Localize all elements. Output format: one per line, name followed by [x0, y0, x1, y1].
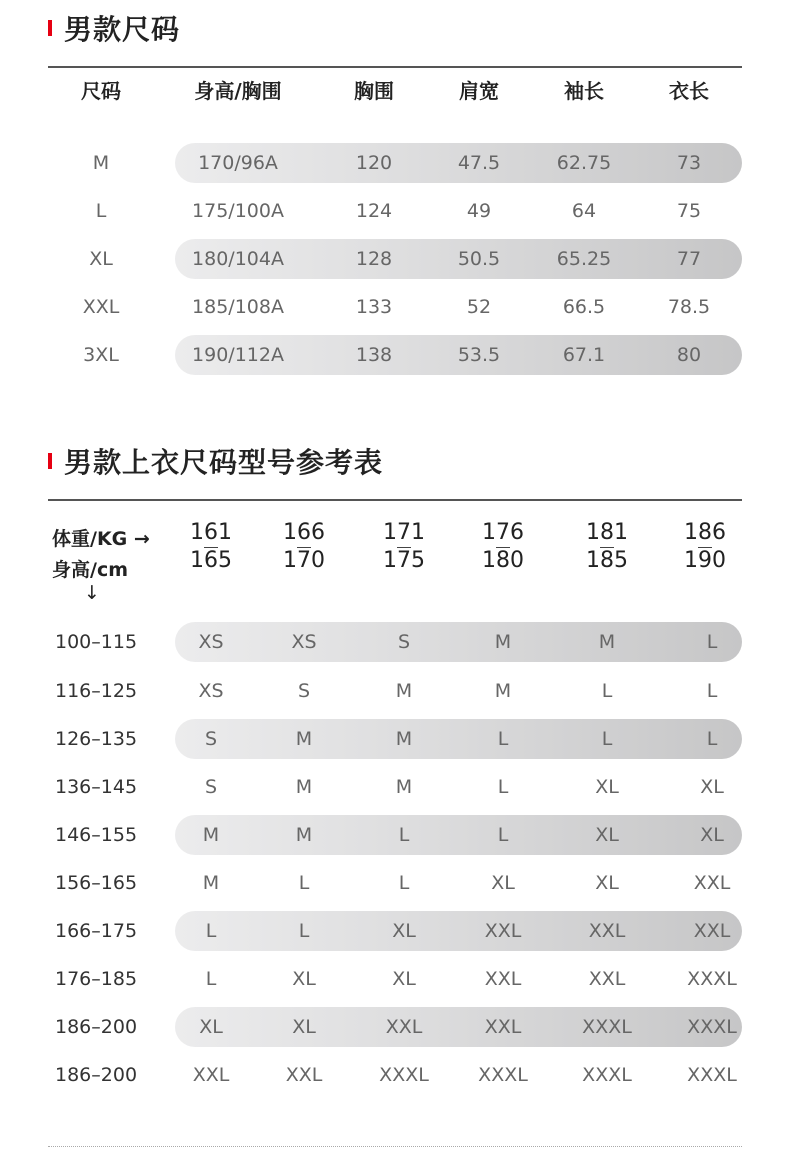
size-value-cell: XL [700, 776, 724, 798]
size-value-cell: L [706, 631, 718, 653]
size-value-cell: XL [700, 824, 724, 846]
size-value-cell: L [205, 920, 217, 942]
size-cell: XXL [82, 296, 120, 318]
range-bottom: 175 [383, 548, 425, 573]
title-accent-mark [48, 20, 52, 36]
table-cell: 50.5 [457, 248, 501, 270]
size-value-cell: XXL [588, 968, 626, 990]
size-value-cell: XXL [693, 872, 731, 894]
size-value-cell: XXL [484, 920, 522, 942]
size-value-cell: XXL [385, 1016, 423, 1038]
weight-range-label: 100–115 [55, 631, 138, 653]
size-value-cell: M [494, 680, 512, 702]
height-axis-label: 身高/cm [52, 559, 129, 581]
size-value-cell: M [395, 776, 413, 798]
range-bottom: 185 [586, 548, 628, 573]
title-accent-mark [48, 453, 52, 469]
weight-range-label: 186–200 [55, 1016, 138, 1038]
section1-divider [48, 66, 742, 68]
header-height-chest: 身高/胸围 [194, 79, 282, 103]
size-value-cell: S [204, 728, 218, 750]
range-header [364, 519, 444, 575]
table-cell: 138 [355, 344, 393, 366]
size-value-cell: XL [392, 968, 416, 990]
size-value-cell: M [395, 728, 413, 750]
weight-axis-label: 体重/KG → [52, 528, 150, 550]
table-cell: 120 [355, 152, 393, 174]
table-cell: 64 [571, 200, 597, 222]
header-length: 衣长 [669, 79, 709, 103]
range-top: 171 [364, 519, 444, 547]
size-value-cell: S [204, 776, 218, 798]
table-cell: 62.75 [556, 152, 612, 174]
size-value-cell: S [397, 631, 411, 653]
range-top: 176 [463, 519, 543, 547]
table-cell: 73 [676, 152, 702, 174]
range-top: 166 [264, 519, 344, 547]
size-value-cell: XL [292, 1016, 316, 1038]
size-value-cell: L [706, 680, 718, 702]
size-value-cell: L [497, 776, 509, 798]
range-bottom: 180 [482, 548, 524, 573]
size-value-cell: XXL [588, 920, 626, 942]
header-shoulder: 肩宽 [459, 79, 499, 103]
size-value-cell: XXXL [582, 1016, 632, 1038]
size-value-cell: L [298, 872, 310, 894]
weight-range-label: 166–175 [55, 920, 138, 942]
weight-range-label: 126–135 [55, 728, 138, 750]
row-highlight [175, 719, 742, 759]
table-cell: 66.5 [562, 296, 606, 318]
size-value-cell: S [297, 680, 311, 702]
range-header [264, 519, 344, 575]
range-top: 186 [665, 519, 745, 547]
header-chest: 胸围 [354, 79, 394, 103]
table-cell: 128 [355, 248, 393, 270]
size-value-cell: XS [291, 631, 317, 653]
section1-header [48, 8, 180, 48]
size-value-cell: M [202, 872, 220, 894]
size-value-cell: XL [292, 968, 316, 990]
size-value-cell: XXL [484, 968, 522, 990]
size-value-cell: M [395, 680, 413, 702]
size-value-cell: XL [595, 776, 619, 798]
size-cell: 3XL [83, 344, 119, 366]
table-cell: 53.5 [457, 344, 501, 366]
size-value-cell: M [295, 728, 313, 750]
size-value-cell: L [497, 824, 509, 846]
table-cell: 133 [355, 296, 393, 318]
size-value-cell: XL [595, 824, 619, 846]
bottom-divider [48, 1146, 742, 1147]
table-cell: 170/96A [198, 152, 278, 174]
table-cell: 190/112A [192, 344, 284, 366]
size-cell: L [95, 200, 107, 222]
size-value-cell: XXXL [687, 1064, 737, 1086]
section2-header [48, 441, 383, 481]
weight-range-label: 186–200 [55, 1064, 138, 1086]
header-sleeve: 袖长 [564, 79, 604, 103]
size-value-cell: M [494, 631, 512, 653]
size-value-cell: XXL [285, 1064, 323, 1086]
range-header [665, 519, 745, 575]
size-value-cell: M [202, 824, 220, 846]
size-value-cell: L [601, 728, 613, 750]
range-bottom: 170 [283, 548, 325, 573]
table-cell: 75 [676, 200, 702, 222]
weight-range-label: 156–165 [55, 872, 138, 894]
size-value-cell: XS [198, 631, 224, 653]
table-cell: 67.1 [562, 344, 606, 366]
size-value-cell: XXXL [687, 1016, 737, 1038]
weight-range-label: 116–125 [55, 680, 138, 702]
section1-title: 男款尺码 [64, 13, 181, 46]
size-value-cell: XXXL [687, 968, 737, 990]
range-top: 161 [171, 519, 251, 547]
size-value-cell: L [497, 728, 509, 750]
size-value-cell: XXL [192, 1064, 230, 1086]
size-value-cell: L [298, 920, 310, 942]
row-highlight [175, 815, 742, 855]
size-value-cell: XXL [693, 920, 731, 942]
size-value-cell: XXXL [582, 1064, 632, 1086]
size-value-cell: XL [392, 920, 416, 942]
table-cell: 47.5 [457, 152, 501, 174]
table-cell: 175/100A [192, 200, 284, 222]
table-cell: 185/108A [192, 296, 284, 318]
size-value-cell: XXXL [379, 1064, 429, 1086]
table-cell: 78.5 [667, 296, 711, 318]
size-value-cell: XXXL [478, 1064, 528, 1086]
table-cell: 80 [676, 344, 702, 366]
size-value-cell: M [598, 631, 616, 653]
table-cell: 52 [466, 296, 492, 318]
size-value-cell: M [295, 776, 313, 798]
weight-range-label: 136–145 [55, 776, 138, 798]
row-highlight [175, 1007, 742, 1047]
size-cell: M [92, 152, 110, 174]
section2-title: 男款上衣尺码型号参考表 [64, 446, 384, 479]
section2-divider [48, 499, 742, 501]
range-header [567, 519, 647, 575]
size-value-cell: L [706, 728, 718, 750]
row-highlight [175, 622, 742, 662]
table-cell: 77 [676, 248, 702, 270]
size-value-cell: XXL [484, 1016, 522, 1038]
size-value-cell: XL [199, 1016, 223, 1038]
table-cell: 65.25 [556, 248, 612, 270]
table-cell: 180/104A [192, 248, 284, 270]
row-highlight [175, 911, 742, 951]
weight-range-label: 146–155 [55, 824, 138, 846]
header-size: 尺码 [81, 79, 121, 103]
range-header [463, 519, 543, 575]
size-value-cell: XS [198, 680, 224, 702]
down-arrow-icon: ↓ [84, 582, 100, 604]
size-cell: XL [89, 248, 113, 270]
size-value-cell: XL [595, 872, 619, 894]
size-value-cell: L [601, 680, 613, 702]
size-value-cell: L [398, 872, 410, 894]
table-cell: 49 [466, 200, 492, 222]
size-value-cell: L [205, 968, 217, 990]
table-cell: 124 [355, 200, 393, 222]
weight-range-label: 176–185 [55, 968, 138, 990]
size-value-cell: XL [491, 872, 515, 894]
range-header [171, 519, 251, 575]
size-value-cell: L [398, 824, 410, 846]
size-value-cell: M [295, 824, 313, 846]
range-bottom: 190 [684, 548, 726, 573]
range-bottom: 165 [190, 548, 232, 573]
range-top: 181 [567, 519, 647, 547]
